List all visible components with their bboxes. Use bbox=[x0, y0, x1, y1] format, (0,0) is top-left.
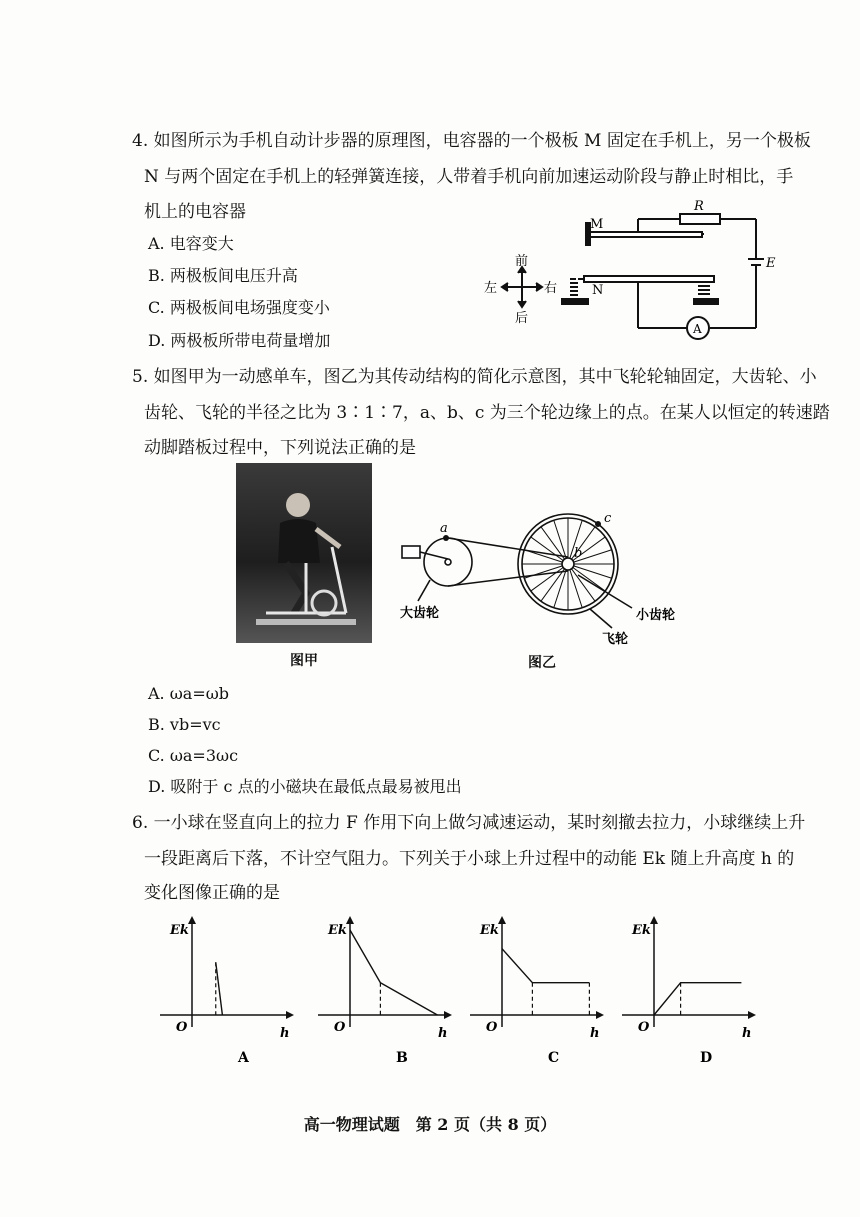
dir-left-label: 左 bbox=[484, 281, 498, 296]
ammeter-label: A bbox=[693, 322, 702, 336]
graph-option-label: A bbox=[238, 1050, 249, 1066]
dir-back-label: 后 bbox=[515, 311, 529, 326]
y-axis-label: Ek bbox=[328, 923, 347, 938]
q4-line-3: 机上的电容器 bbox=[144, 202, 246, 222]
page-footer: 高一物理试题 第 2 页（共 8 页） bbox=[303, 1115, 557, 1134]
graph-option-label: D bbox=[700, 1050, 713, 1066]
q4-option-c: C. 两极板间电场强度变小 bbox=[148, 298, 330, 317]
ek-curve bbox=[654, 983, 741, 1015]
q4-option-d: D. 两极板所带电荷量增加 bbox=[148, 331, 331, 350]
x-axis-label: h bbox=[280, 1026, 290, 1041]
y-axis-label: Ek bbox=[632, 923, 651, 938]
x-axis-arrow bbox=[444, 1011, 452, 1019]
y-axis-label: Ek bbox=[170, 923, 189, 938]
graph-option-label: B bbox=[396, 1050, 408, 1066]
resistor-label: R bbox=[694, 199, 704, 214]
figure-b-caption: 图乙 bbox=[528, 655, 556, 671]
dir-right-label: 右 bbox=[544, 281, 558, 296]
x-axis-label: h bbox=[438, 1026, 448, 1041]
plate-m-label: M bbox=[590, 217, 604, 232]
y-axis-arrow bbox=[346, 916, 354, 924]
ek-curve bbox=[216, 962, 223, 1015]
exercise-bike-photo bbox=[236, 463, 372, 643]
q5-option-b: B. vb=vc bbox=[148, 715, 221, 734]
origin-label: O bbox=[486, 1020, 498, 1035]
q5-line-3: 动脚踏板过程中，下列说法正确的是 bbox=[144, 438, 416, 458]
point-c-marker bbox=[595, 521, 601, 527]
x-axis-arrow bbox=[748, 1011, 756, 1019]
q5-line-2: 齿轮、飞轮的半径之比为 3∶1∶7，a、b、c 为三个轮边缘上的点。在某人以恒定的转速踏 bbox=[144, 403, 830, 423]
graph-option-c bbox=[470, 910, 610, 1090]
y-axis-arrow bbox=[650, 916, 658, 924]
x-axis-arrow bbox=[596, 1011, 604, 1019]
q4-option-a: A. 电容变大 bbox=[148, 234, 234, 253]
transmission-diagram bbox=[400, 505, 700, 645]
y-axis-arrow bbox=[188, 916, 196, 924]
big-gear-label: 大齿轮 bbox=[400, 606, 440, 621]
q6-line-1: 6. 一小球在竖直向上的拉力 F 作用下向上做匀减速运动，某时刻撤去拉力，小球继续上升 bbox=[132, 813, 806, 833]
ek-curve bbox=[350, 930, 437, 1015]
origin-label: O bbox=[176, 1020, 188, 1035]
flywheel-label: 飞轮 bbox=[602, 632, 629, 647]
q5-option-a: A. ωa=ωb bbox=[148, 684, 230, 703]
q5-line-1: 5. 如图甲为一动感单车，图乙为其传动结构的简化示意图，其中飞轮轮轴固定，大齿轮、小 bbox=[132, 367, 817, 387]
q4-option-b: B. 两极板间电压升高 bbox=[148, 266, 298, 285]
graph-option-d bbox=[622, 910, 762, 1090]
origin-label: O bbox=[334, 1020, 346, 1035]
x-axis-label: h bbox=[742, 1026, 752, 1041]
q6-line-2: 一段距离后下落，不计空气阻力。下列关于小球上升过程中的动能 Ek 随上升高度 h 的 bbox=[144, 849, 795, 869]
q4-circuit-diagram bbox=[486, 195, 786, 345]
y-axis-label: Ek bbox=[480, 923, 499, 938]
point-b-label: b bbox=[574, 546, 583, 561]
graph-option-a bbox=[160, 910, 300, 1090]
figure-a-caption: 图甲 bbox=[290, 653, 318, 669]
point-c-label: c bbox=[604, 511, 612, 526]
graph-option-b bbox=[318, 910, 458, 1090]
battery-label: E bbox=[766, 256, 776, 271]
q4-line-1: 4. 如图所示为手机自动计步器的原理图，电容器的一个极板 M 固定在手机上，另一个极板 bbox=[132, 131, 811, 151]
origin-label: O bbox=[638, 1020, 650, 1035]
small-gear-label: 小齿轮 bbox=[636, 608, 676, 623]
dir-front-label: 前 bbox=[515, 254, 529, 269]
graph-option-label: C bbox=[548, 1050, 560, 1066]
y-axis-arrow bbox=[498, 916, 506, 924]
ek-curve bbox=[502, 949, 589, 983]
q5-option-d: D. 吸附于 c 点的小磁块在最低点最易被甩出 bbox=[148, 777, 462, 796]
q6-line-3: 变化图像正确的是 bbox=[144, 883, 280, 903]
plate-n-label: N bbox=[592, 283, 604, 298]
q4-line-2: N 与两个固定在手机上的轻弹簧连接，人带着手机向前加速运动阶段与静止时相比，手 bbox=[144, 167, 794, 187]
x-axis-label: h bbox=[590, 1026, 600, 1041]
point-a-label: a bbox=[440, 521, 448, 536]
x-axis-arrow bbox=[286, 1011, 294, 1019]
q5-option-c: C. ωa=3ωc bbox=[148, 746, 239, 765]
